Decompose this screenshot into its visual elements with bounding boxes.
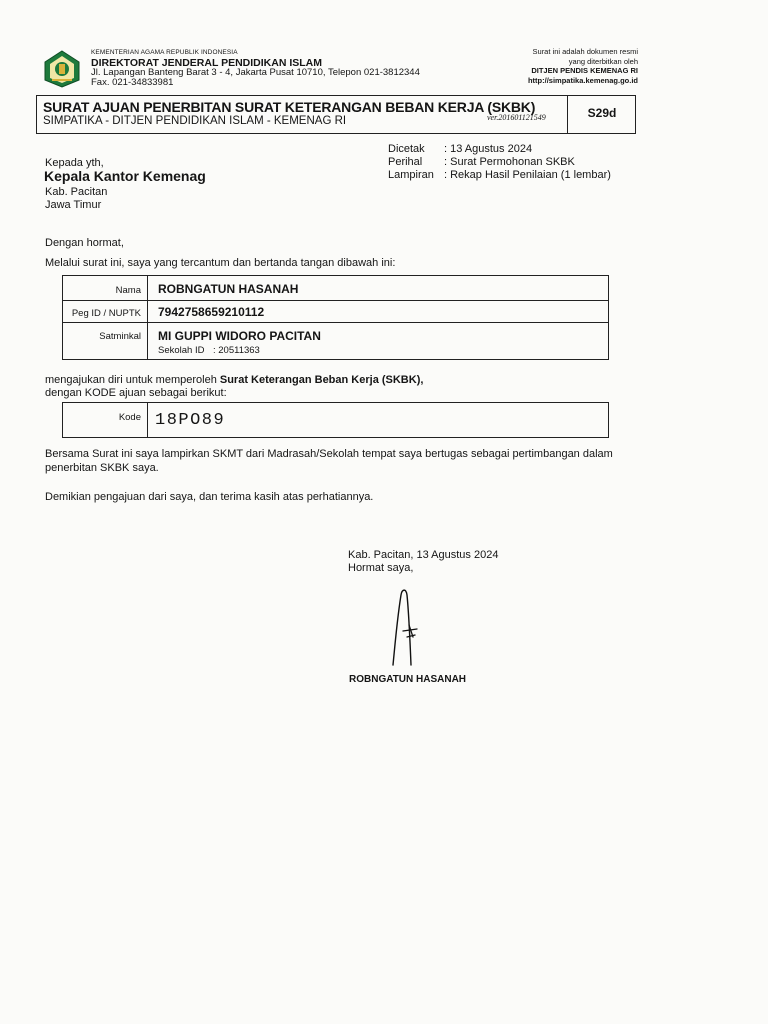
school-id-label: Sekolah ID	[158, 345, 205, 356]
recipient-city: Kab. Pacitan	[45, 186, 108, 198]
attachment-text-line1: Bersama Surat ini saya lampirkan SKMT dari Madrasah/Sekolah tempat saya bertugas sebagai pertimbangan dalam	[45, 448, 613, 460]
request-text-line2: dengan KODE ajuan sebagai berikut:	[45, 387, 227, 399]
official-note-line2: yang diterbitkan oleh	[568, 57, 638, 66]
code-label: Kode	[118, 412, 141, 423]
directorate-fax: Fax. 021-34833981	[91, 77, 174, 88]
recipient-name: Kepala Kantor Kemenag	[44, 168, 206, 184]
code-table	[62, 402, 609, 438]
printed-label: Dicetak	[388, 143, 425, 155]
code-column-divider	[147, 403, 148, 437]
ministry-logo	[42, 50, 82, 88]
school-id-value: : 20511363	[213, 345, 260, 356]
attachment-label: Lampiran	[388, 169, 434, 181]
attachment-text-line2: penerbitan SKBK saya.	[45, 462, 159, 474]
signatory-name: ROBNGATUN HASANAH	[349, 674, 467, 685]
official-note-line1: Surat ini adalah dokumen resmi	[532, 47, 638, 56]
applicant-table	[62, 275, 609, 360]
name-value: ROBNGATUN HASANAH	[158, 282, 299, 296]
ministry-name: KEMENTERIAN AGAMA REPUBLIK INDONESIA	[91, 49, 238, 56]
id-label: Peg ID / NUPTK	[71, 308, 141, 319]
code-value: 18PO89	[155, 411, 226, 430]
recipient-greeting: Kepada yth,	[45, 157, 104, 169]
signature-place-date: Kab. Pacitan, 13 Agustus 2024	[348, 549, 499, 561]
document-subtitle: SIMPATIKA - DITJEN PENDIDIKAN ISLAM - KEMENAG RI	[43, 115, 347, 127]
document-title: SURAT AJUAN PENERBITAN SURAT KETERANGAN BEBAN KERJA (SKBK)	[43, 99, 536, 115]
printed-value: : 13 Agustus 2024	[444, 143, 533, 155]
subject-value: : Surat Permohonan SKBK	[444, 156, 575, 168]
subject-label: Perihal	[388, 156, 423, 168]
name-label: Nama	[115, 285, 141, 296]
closing-text: Demikian pengajuan dari saya, dan terima kasih atas perhatiannya.	[45, 491, 374, 503]
intro-text: Melalui surat ini, saya yang tercantum dan bertanda tangan dibawah ini:	[45, 257, 396, 269]
directorate-address: Jl. Lapangan Banteng Barat 3 - 4, Jakarta Pusat 10710, Telepon 021-3812344	[91, 67, 420, 78]
official-note-issuer: DITJEN PENDIS KEMENAG RI	[531, 66, 638, 75]
table-column-divider	[147, 276, 148, 359]
signature-regards: Hormat saya,	[348, 562, 414, 574]
salutation: Dengan hormat,	[45, 237, 124, 249]
attachment-value: : Rekap Hasil Penilaian (1 lembar)	[444, 169, 611, 181]
request-text: mengajukan diri untuk memperoleh Surat Keterangan Beban Kerja (SKBK),	[45, 374, 424, 386]
title-box	[36, 95, 636, 134]
table-row-divider	[63, 300, 608, 301]
id-value: 7942758659210112	[158, 305, 265, 319]
table-row-divider	[63, 322, 608, 323]
official-note-url: http://simpatika.kemenag.go.id	[527, 76, 638, 85]
form-code: S29d	[587, 106, 617, 120]
school-value: MI GUPPI WIDORO PACITAN	[158, 329, 321, 343]
school-label: Satminkal	[99, 331, 141, 342]
document-version: ver.201601121549	[487, 113, 546, 122]
recipient-province: Jawa Timur	[45, 199, 102, 211]
directorate-name: DIREKTORAT JENDERAL PENDIDIKAN ISLAM	[91, 57, 323, 69]
handwritten-signature	[385, 585, 435, 670]
